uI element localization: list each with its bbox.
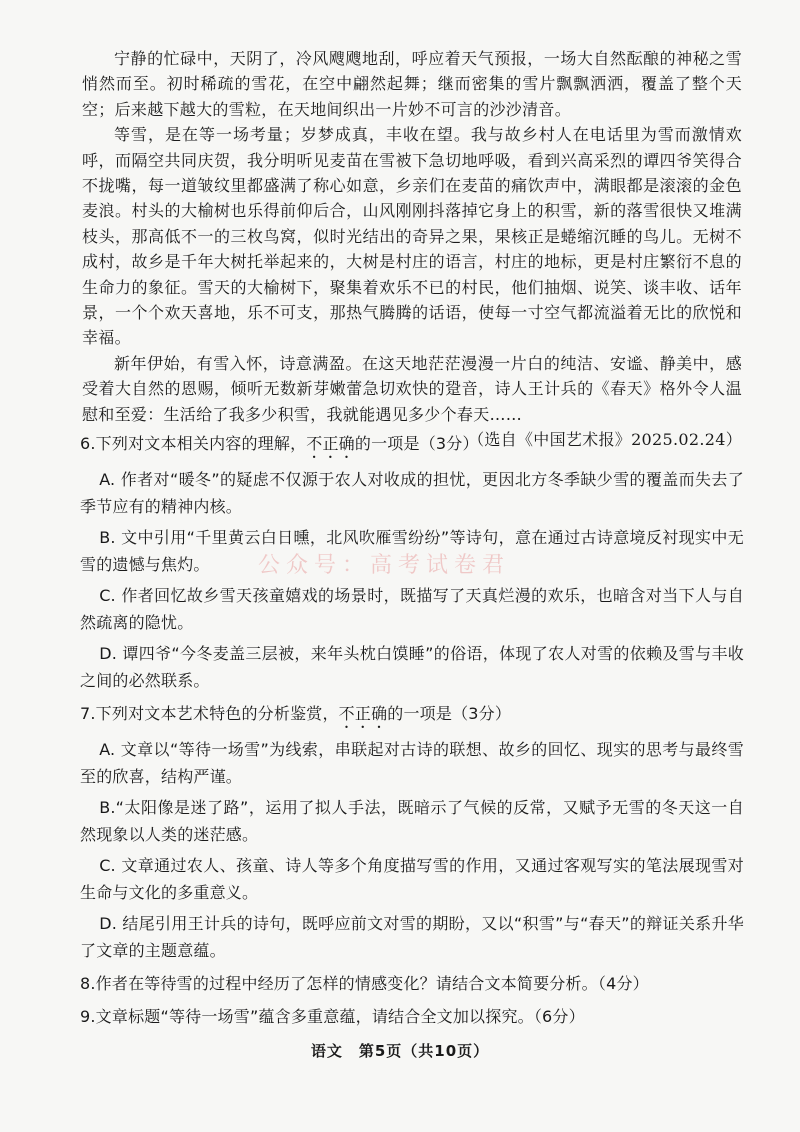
question-7-option-c: C. 文章通过农人、孩童、诗人等多个角度描写雪的作用，又通过客观写实的笔法展现雪对生命与文化的多重意义。	[80, 856, 744, 902]
question-6-stem-end: 的一项是（3分）	[354, 434, 479, 453]
passage-paragraph-2: 等雪，是在等一场考量；岁梦成真，丰收在望。我与故乡村人在电话里为雪而激情欢呼，而隔空共同庆贺，我分明听见麦苗在雪被下急切地呼吸，看到兴高采烈的谭四爷笑得合不拢嘴，每一道皱纹里都盛满了称心如意，乡亲们在麦苗的痛饮声中，满眼都是滚滚的金色麦浪。村头的大榆树也乐得前仰后合，山风刚刚抖落掉它身上的积雪，新的落雪很快又堆满枝头，那高低不一的三枚鸟窝，似时光结出的奇异之果，果核正是蜷缩沉睡的鸟儿。无树不成村，故乡是千年大树托举起来的，大树是村庄的语言，村庄的地标，更是村庄繁衍不息的生命力的象征。雪天的大榆树下，聚集着欢乐不已的村民，他们抽烟、说笑、谈丰收、话年景，一个个欢天喜地，乐不可支，那热气腾腾的话语，使每一寸空气都流溢着无比的欣悦和幸福。	[82, 125, 742, 348]
question-6-stem-start: 6.下列对文本相关内容的理解，	[80, 434, 307, 453]
question-9: 9.文章标题“等待一场雪”蕴含多重意蕴，请结合全文加以探究。（6分）	[80, 1007, 585, 1026]
question-7-stem-end: 的一项是（3分）	[387, 704, 512, 723]
question-7-option-b: B.“太阳像是迷了路”，运用了拟人手法，既暗示了气候的反常，又赋予无雪的冬天这一自然现象以人类的迷茫感。	[80, 798, 744, 844]
passage-source: （选自《中国艺术报》2025.02.24）	[468, 430, 742, 450]
question-6-emphasis: 不正确	[306, 434, 355, 453]
question-6-option-d: D. 谭四爷“今冬麦盖三层被，来年头枕白馍睡”的俗语，体现了农人对雪的依赖及雪与丰收之间的必然联系。	[80, 644, 744, 690]
question-8: 8.作者在等待雪的过程中经历了怎样的情感变化？请结合文本简要分析。（4分）	[80, 974, 649, 993]
reading-passage	[82, 46, 742, 453]
question-7-stem-start: 7.下列对文本艺术特色的分析鉴赏，	[80, 704, 339, 723]
page-footer: 语文 第5页（共10页）	[310, 1042, 490, 1060]
passage-paragraph-1: 宁静的忙碌中，天阴了，冷风飕飕地刮，呼应着天气预报，一场大自然酝酿的神秘之雪悄然而至。初时稀疏的雪花，在空中翩然起舞；继而密集的雪片飘飘洒洒，覆盖了整个天空；后来越下越大的雪粒，在天地间织出一片妙不可言的沙沙清音。	[82, 49, 742, 119]
question-7-option-a: A. 文章以“等待一场雪”为线索，串联起对古诗的联想、故乡的回忆、现实的思考与最终雪至的欣喜，结构严谨。	[80, 740, 744, 786]
question-7-emphasis: 不正确	[338, 704, 388, 723]
question-6-option-a: A. 作者对“暖冬”的疑虑不仅源于农人对收成的担忧，更因北方冬季缺少雪的覆盖而失去了季节应有的精神内核。	[80, 470, 744, 516]
watermark-text: 公众号：高考试卷君	[258, 553, 511, 578]
question-section	[80, 426, 744, 1032]
question-6-option-b: B. 文中引用“千里黄云白日曛，北风吹雁雪纷纷”等诗句，意在通过古诗意境反衬现实中无雪的遗憾与焦灼。	[80, 528, 744, 574]
question-6-option-c: C. 作者回忆故乡雪天孩童嬉戏的场景时，既描写了天真烂漫的欢乐，也暗含对当下人与自然疏离的隐忧。	[80, 586, 744, 632]
question-7-option-d: D. 结尾引用王计兵的诗句，既呼应前文对雪的期盼，又以“积雪”与“春天”的辩证关系升华了文章的主题意蕴。	[80, 914, 744, 960]
question-7-stem	[80, 696, 744, 734]
passage-paragraph-3: 新年伊始，有雪入怀，诗意满盈。在这天地茫茫漫漫一片白的纯洁、安谧、静美中，感受着大自然的恩赐，倾听无数新芽嫩蕾急切欢快的跫音，诗人王计兵的《春天》格外令人温慰和至爱：生活给了我多少积雪，我就能遇见多少个春天……	[82, 353, 742, 424]
question-6-stem	[80, 426, 744, 464]
